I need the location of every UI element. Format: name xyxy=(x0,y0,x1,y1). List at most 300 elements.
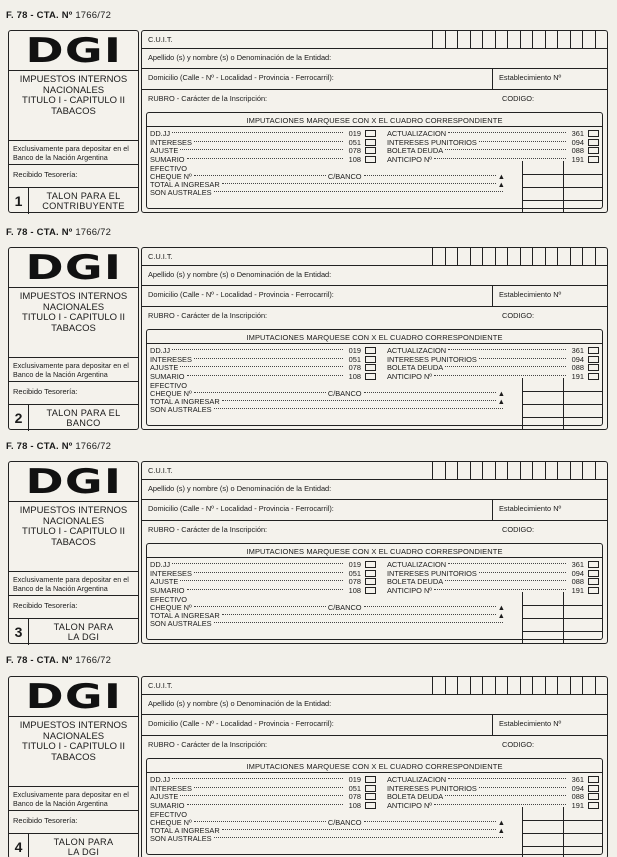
item-name: BOLETA DEUDA xyxy=(387,577,444,586)
amount-grid[interactable] xyxy=(522,807,602,857)
arrow-icon: ▲ xyxy=(497,818,506,827)
arrow-icon: ▲ xyxy=(497,180,505,189)
dotted-leader xyxy=(448,563,566,564)
item-name: AJUSTE xyxy=(150,363,179,372)
arrow-icon: ▲ xyxy=(497,611,505,620)
recibido-tesoreria: Recibido Tesorería: xyxy=(9,382,138,405)
arrow-icon: ▲ xyxy=(497,172,506,181)
dotted-leader xyxy=(194,606,326,607)
item-code: 051 xyxy=(348,354,361,364)
dotted-leader xyxy=(222,829,496,830)
efectivo-label: EFECTIVO xyxy=(150,595,187,604)
dotted-leader xyxy=(222,614,496,615)
item-name: ANTICIPO Nº xyxy=(387,371,432,381)
cbanco-label: C/BANCO xyxy=(327,603,362,612)
cuit-field[interactable] xyxy=(432,677,607,694)
form-code xyxy=(6,441,111,452)
form-code-number: 1766/72 xyxy=(75,655,112,666)
cuit-field[interactable] xyxy=(432,31,607,48)
talon-line: CONTRIBUYENTE xyxy=(42,201,125,211)
item-name: INTERESES PUNITORIOS xyxy=(387,137,477,147)
tax-line: IMPUESTOS INTERNOS xyxy=(19,505,128,516)
domicilio-label: Domicilio (Calle - Nº - Localidad - Provincia - Ferrocarril): xyxy=(148,719,334,728)
form-code-prefix: F. 78 - CTA. Nº xyxy=(6,655,73,666)
talon-box xyxy=(9,405,138,431)
cbanco-label: C/BANCO xyxy=(327,172,362,181)
item-name: ANTICIPO Nº xyxy=(387,585,432,595)
checkbox[interactable] xyxy=(588,139,599,146)
efectivo-label: EFECTIVO xyxy=(150,381,187,390)
rubro-row[interactable] xyxy=(142,521,607,540)
slip-right-panel xyxy=(141,676,608,857)
item-code: 019 xyxy=(348,775,361,784)
item-name: DD.JJ xyxy=(150,775,171,784)
talon-box xyxy=(9,188,138,214)
rubro-label: RUBRO - Carácter de la Inscripción: xyxy=(148,94,268,103)
item-code: 019 xyxy=(348,560,361,569)
rubro-label: RUBRO - Carácter de la Inscripción: xyxy=(148,740,268,749)
talon-box xyxy=(9,619,138,645)
item-name: ANTICIPO Nº xyxy=(387,154,432,164)
exclusive-note: Exclusivamente para depositar en el Banco de la Nación Argentina xyxy=(9,358,138,382)
item-code: 019 xyxy=(348,129,361,138)
arrow-icon: ▲ xyxy=(497,603,506,612)
talon-label xyxy=(29,188,138,214)
item-code: 094 xyxy=(571,783,584,793)
cuit-field[interactable] xyxy=(432,462,607,479)
dotted-leader xyxy=(434,158,566,159)
checkbox[interactable] xyxy=(365,156,376,163)
item-name: SUMARIO xyxy=(150,371,185,381)
cbanco-label: C/BANCO xyxy=(327,818,362,827)
tax-line: TITULO I - CAPITULO II xyxy=(22,526,125,537)
checkbox[interactable] xyxy=(365,561,376,568)
checkbox[interactable] xyxy=(588,793,599,800)
dotted-leader xyxy=(364,821,496,822)
checkbox[interactable] xyxy=(365,364,376,371)
dotted-leader xyxy=(194,821,326,822)
dotted-leader xyxy=(214,191,503,192)
dgi-logo-box xyxy=(9,248,138,288)
tax-line: TABACOS xyxy=(51,751,96,763)
tax-line: IMPUESTOS INTERNOS xyxy=(19,720,128,731)
dotted-leader xyxy=(172,132,343,133)
checkbox[interactable] xyxy=(365,578,376,585)
item-code: 108 xyxy=(348,800,361,810)
item-code: 078 xyxy=(348,363,361,372)
dotted-leader xyxy=(194,358,343,359)
checkbox[interactable] xyxy=(588,561,599,568)
item-name: SUMARIO xyxy=(150,154,185,164)
form-code-prefix: F. 78 - CTA. Nº xyxy=(6,227,73,238)
item-name: AJUSTE xyxy=(150,792,179,801)
checkbox[interactable] xyxy=(588,147,599,154)
dotted-leader xyxy=(364,606,496,607)
tax-line: TABACOS xyxy=(51,105,96,117)
checkbox[interactable] xyxy=(365,570,376,577)
dotted-leader xyxy=(172,349,343,350)
apellido-label: Apellido (s) y nombre (s) o Denominación de la Entidad: xyxy=(148,53,332,62)
item-name: INTERESES PUNITORIOS xyxy=(387,783,477,793)
item-name: DD.JJ xyxy=(150,346,171,355)
amount-grid[interactable] xyxy=(522,161,602,213)
dotted-leader xyxy=(434,804,566,805)
cuit-label: C.U.I.T. xyxy=(148,466,173,475)
item-name: DD.JJ xyxy=(150,129,171,138)
tax-line: NACIONALES xyxy=(42,84,105,96)
talon-box xyxy=(9,834,138,857)
cuit-row xyxy=(142,462,607,480)
imputaciones-box xyxy=(146,329,603,426)
deposit-slip xyxy=(8,30,608,213)
rubro-label: RUBRO - Carácter de la Inscripción: xyxy=(148,311,268,320)
item-code: 108 xyxy=(348,371,361,381)
domicilio-row[interactable] xyxy=(142,500,607,521)
son-label: SON AUSTRALES xyxy=(150,619,212,628)
apellido-row[interactable] xyxy=(142,266,607,286)
dgi-logo-box xyxy=(9,31,138,71)
dotted-leader xyxy=(194,572,343,573)
talon-line: TALON PARA EL xyxy=(46,191,121,201)
cuit-field[interactable] xyxy=(432,248,607,265)
imputacion-item[interactable] xyxy=(150,155,376,164)
checkbox[interactable] xyxy=(588,785,599,792)
form-code xyxy=(6,227,111,238)
item-code: 078 xyxy=(348,146,361,155)
item-code: 108 xyxy=(348,585,361,595)
apellido-row[interactable] xyxy=(142,480,607,500)
total-label: TOTAL A INGRESAR xyxy=(150,826,220,835)
talon-label xyxy=(29,619,138,645)
form-code-number: 1766/72 xyxy=(75,10,112,21)
son-line[interactable] xyxy=(150,619,505,628)
item-name: ACTUALIZACION xyxy=(387,129,447,138)
talon-number: 4 xyxy=(9,834,29,857)
item-name: ACTUALIZACION xyxy=(387,775,447,784)
item-code: 191 xyxy=(571,154,584,164)
establecimiento-field[interactable]: Establecimiento Nº xyxy=(492,69,609,89)
tax-line: NACIONALES xyxy=(42,515,105,527)
talon-line: LA DGI xyxy=(67,632,100,642)
talon-number: 3 xyxy=(9,619,29,645)
cuit-row xyxy=(142,248,607,266)
dotted-leader xyxy=(364,175,496,176)
son-line[interactable] xyxy=(150,188,505,197)
codigo-field[interactable]: CODIGO: xyxy=(502,94,535,103)
item-code: 088 xyxy=(571,792,584,801)
rubro-row[interactable] xyxy=(142,736,607,755)
cheque-label: CHEQUE Nº xyxy=(150,818,192,827)
establecimiento-field[interactable]: Establecimiento Nº xyxy=(492,286,609,306)
item-code: 094 xyxy=(571,354,584,364)
item-code: 361 xyxy=(571,560,584,569)
rubro-label: RUBRO - Carácter de la Inscripción: xyxy=(148,525,268,534)
exclusive-note: Exclusivamente para depositar en el Banco de la Nación Argentina xyxy=(9,572,138,596)
cuit-row xyxy=(142,31,607,49)
apellido-label: Apellido (s) y nombre (s) o Denominación de la Entidad: xyxy=(148,270,332,279)
dotted-leader xyxy=(222,183,496,184)
total-label: TOTAL A INGRESAR xyxy=(150,397,220,406)
form-code-prefix: F. 78 - CTA. Nº xyxy=(6,10,73,21)
slip-right-panel xyxy=(141,30,608,213)
dotted-leader xyxy=(448,132,566,133)
codigo-field[interactable]: CODIGO: xyxy=(502,740,535,749)
domicilio-row[interactable] xyxy=(142,69,607,90)
checkbox[interactable] xyxy=(588,364,599,371)
item-name: SUMARIO xyxy=(150,800,185,810)
item-code: 361 xyxy=(571,129,584,138)
item-code: 191 xyxy=(571,800,584,810)
item-name: AJUSTE xyxy=(150,146,179,155)
dotted-leader xyxy=(194,141,343,142)
codigo-field[interactable]: CODIGO: xyxy=(502,311,535,320)
dotted-leader xyxy=(445,366,566,367)
item-name: AJUSTE xyxy=(150,577,179,586)
dgi-logo-box xyxy=(9,462,138,502)
item-name: INTERESES PUNITORIOS xyxy=(387,568,477,578)
establecimiento-field[interactable]: Establecimiento Nº xyxy=(492,500,609,520)
exclusive-note: Exclusivamente para depositar en el Banco de la Nación Argentina xyxy=(9,787,138,811)
son-label: SON AUSTRALES xyxy=(150,834,212,843)
amount-grid[interactable] xyxy=(522,378,602,430)
talon-number: 1 xyxy=(9,188,29,214)
dotted-leader xyxy=(187,589,344,590)
cheque-label: CHEQUE Nº xyxy=(150,172,192,181)
checkbox[interactable] xyxy=(365,147,376,154)
checkbox[interactable] xyxy=(588,570,599,577)
dotted-leader xyxy=(222,400,496,401)
item-code: 051 xyxy=(348,568,361,578)
dgi-logo: DGI xyxy=(25,676,122,717)
item-code: 191 xyxy=(571,585,584,595)
domicilio-row[interactable] xyxy=(142,286,607,307)
dotted-leader xyxy=(434,375,566,376)
imputaciones-title: IMPUTACIONES MARQUESE CON X EL CUADRO CORRESPONDIENTE xyxy=(147,113,602,127)
item-code: 191 xyxy=(571,371,584,381)
rubro-row[interactable] xyxy=(142,307,607,326)
tax-line: IMPUESTOS INTERNOS xyxy=(19,291,128,302)
deposit-slip xyxy=(8,676,608,857)
apellido-row[interactable] xyxy=(142,49,607,69)
imputacion-item[interactable] xyxy=(150,586,376,595)
item-name: BOLETA DEUDA xyxy=(387,792,444,801)
recibido-tesoreria: Recibido Tesorería: xyxy=(9,165,138,188)
slip-left-panel xyxy=(8,247,139,430)
cheque-label: CHEQUE Nº xyxy=(150,389,192,398)
item-name: INTERESES xyxy=(150,137,192,147)
efectivo-label: EFECTIVO xyxy=(150,810,187,819)
item-code: 361 xyxy=(571,775,584,784)
son-label: SON AUSTRALES xyxy=(150,405,212,414)
tax-title xyxy=(9,502,138,572)
tax-line: TABACOS xyxy=(51,322,96,334)
tax-line: TITULO I - CAPITULO II xyxy=(22,95,125,106)
dotted-leader xyxy=(194,175,326,176)
dotted-leader xyxy=(445,795,566,796)
slip-right-panel xyxy=(141,461,608,644)
form-code-prefix: F. 78 - CTA. Nº xyxy=(6,441,73,452)
checkbox[interactable] xyxy=(365,785,376,792)
talon-line: LA DGI xyxy=(67,847,100,857)
total-label: TOTAL A INGRESAR xyxy=(150,611,220,620)
dotted-leader xyxy=(479,787,566,788)
deposit-slip xyxy=(8,461,608,644)
item-code: 094 xyxy=(571,137,584,147)
item-name: BOLETA DEUDA xyxy=(387,363,444,372)
tax-line: NACIONALES xyxy=(42,301,105,313)
dgi-logo: DGI xyxy=(25,461,122,502)
item-code: 108 xyxy=(348,154,361,164)
dotted-leader xyxy=(180,366,343,367)
item-name: DD.JJ xyxy=(150,560,171,569)
cuit-label: C.U.I.T. xyxy=(148,681,173,690)
checkbox[interactable] xyxy=(365,587,376,594)
checkbox[interactable] xyxy=(588,776,599,783)
imputacion-item[interactable] xyxy=(150,372,376,381)
efectivo-label: EFECTIVO xyxy=(150,164,187,173)
slip-left-panel xyxy=(8,30,139,213)
cbanco-label: C/BANCO xyxy=(327,389,362,398)
item-name: SUMARIO xyxy=(150,585,185,595)
item-name: INTERESES PUNITORIOS xyxy=(387,354,477,364)
cuit-row xyxy=(142,677,607,695)
cheque-label: CHEQUE Nº xyxy=(150,603,192,612)
item-code: 094 xyxy=(571,568,584,578)
dgi-logo: DGI xyxy=(25,30,122,71)
tax-line: TITULO I - CAPITULO II xyxy=(22,741,125,752)
cuit-label: C.U.I.T. xyxy=(148,35,173,44)
imputaciones-title: IMPUTACIONES MARQUESE CON X EL CUADRO CORRESPONDIENTE xyxy=(147,330,602,344)
recibido-tesoreria: Recibido Tesorería: xyxy=(9,811,138,834)
talon-line: BANCO xyxy=(66,418,101,428)
item-name: ACTUALIZACION xyxy=(387,346,447,355)
checkbox[interactable] xyxy=(588,578,599,585)
tax-title xyxy=(9,71,138,141)
dotted-leader xyxy=(180,795,343,796)
dotted-leader xyxy=(448,349,566,350)
item-name: INTERESES xyxy=(150,354,192,364)
rubro-row[interactable] xyxy=(142,90,607,109)
apellido-label: Apellido (s) y nombre (s) o Denominación de la Entidad: xyxy=(148,699,332,708)
domicilio-row[interactable] xyxy=(142,715,607,736)
checkbox[interactable] xyxy=(588,130,599,137)
dotted-leader xyxy=(172,778,343,779)
dgi-logo: DGI xyxy=(25,247,122,288)
dotted-leader xyxy=(214,837,503,838)
dotted-leader xyxy=(445,580,566,581)
son-line[interactable] xyxy=(150,834,505,843)
checkbox[interactable] xyxy=(365,347,376,354)
checkbox[interactable] xyxy=(365,373,376,380)
establecimiento-field[interactable]: Establecimiento Nº xyxy=(492,715,609,735)
domicilio-label: Domicilio (Calle - Nº - Localidad - Provincia - Ferrocarril): xyxy=(148,504,334,513)
checkbox[interactable] xyxy=(365,776,376,783)
talon-line: TALON PARA xyxy=(53,837,114,847)
item-name: INTERESES xyxy=(150,783,192,793)
item-code: 051 xyxy=(348,137,361,147)
checkbox[interactable] xyxy=(365,130,376,137)
talon-line: TALON PARA xyxy=(53,622,114,632)
dotted-leader xyxy=(214,622,503,623)
dotted-leader xyxy=(172,563,343,564)
checkbox[interactable] xyxy=(365,139,376,146)
codigo-field[interactable]: CODIGO: xyxy=(502,525,535,534)
form-code xyxy=(6,10,111,21)
apellido-row[interactable] xyxy=(142,695,607,715)
dotted-leader xyxy=(479,141,566,142)
exclusive-note: Exclusivamente para depositar en el Banco de la Nación Argentina xyxy=(9,141,138,165)
deposit-slip xyxy=(8,247,608,430)
dotted-leader xyxy=(180,580,343,581)
son-line[interactable] xyxy=(150,405,505,414)
tax-line: NACIONALES xyxy=(42,730,105,742)
dotted-leader xyxy=(194,787,343,788)
arrow-icon: ▲ xyxy=(497,826,505,835)
item-code: 078 xyxy=(348,792,361,801)
checkbox[interactable] xyxy=(365,802,376,809)
item-name: ANTICIPO Nº xyxy=(387,800,432,810)
son-label: SON AUSTRALES xyxy=(150,188,212,197)
recibido-tesoreria: Recibido Tesorería: xyxy=(9,596,138,619)
dotted-leader xyxy=(434,589,566,590)
domicilio-label: Domicilio (Calle - Nº - Localidad - Provincia - Ferrocarril): xyxy=(148,73,334,82)
tax-line: IMPUESTOS INTERNOS xyxy=(19,74,128,85)
form-code-number: 1766/72 xyxy=(75,441,112,452)
checkbox[interactable] xyxy=(365,356,376,363)
form-code-number: 1766/72 xyxy=(75,227,112,238)
item-code: 361 xyxy=(571,346,584,355)
tax-title xyxy=(9,717,138,787)
dotted-leader xyxy=(448,778,566,779)
dgi-logo-box xyxy=(9,677,138,717)
form-code xyxy=(6,655,111,666)
arrow-icon: ▲ xyxy=(497,397,505,406)
slip-left-panel xyxy=(8,676,139,857)
imputaciones-title: IMPUTACIONES MARQUESE CON X EL CUADRO CORRESPONDIENTE xyxy=(147,759,602,773)
checkbox[interactable] xyxy=(588,347,599,354)
cuit-label: C.U.I.T. xyxy=(148,252,173,261)
checkbox[interactable] xyxy=(588,356,599,363)
item-code: 078 xyxy=(348,577,361,586)
talon-number: 2 xyxy=(9,405,29,431)
tax-title xyxy=(9,288,138,358)
item-code: 051 xyxy=(348,783,361,793)
dotted-leader xyxy=(194,392,326,393)
dotted-leader xyxy=(187,375,344,376)
imputaciones-box xyxy=(146,758,603,855)
amount-grid[interactable] xyxy=(522,592,602,644)
imputacion-item[interactable] xyxy=(150,801,376,810)
imputaciones-box xyxy=(146,543,603,640)
tax-line: TITULO I - CAPITULO II xyxy=(22,312,125,323)
imputaciones-box xyxy=(146,112,603,209)
imputaciones-title: IMPUTACIONES MARQUESE CON X EL CUADRO CORRESPONDIENTE xyxy=(147,544,602,558)
talon-label xyxy=(29,405,138,431)
checkbox[interactable] xyxy=(365,793,376,800)
dotted-leader xyxy=(445,149,566,150)
talon-label xyxy=(29,834,138,857)
dotted-leader xyxy=(214,408,503,409)
item-code: 088 xyxy=(571,363,584,372)
item-code: 088 xyxy=(571,577,584,586)
tax-line: TABACOS xyxy=(51,536,96,548)
talon-line: TALON PARA EL xyxy=(46,408,121,418)
dotted-leader xyxy=(180,149,343,150)
slip-left-panel xyxy=(8,461,139,644)
domicilio-label: Domicilio (Calle - Nº - Localidad - Provincia - Ferrocarril): xyxy=(148,290,334,299)
slip-right-panel xyxy=(141,247,608,430)
dotted-leader xyxy=(364,392,496,393)
